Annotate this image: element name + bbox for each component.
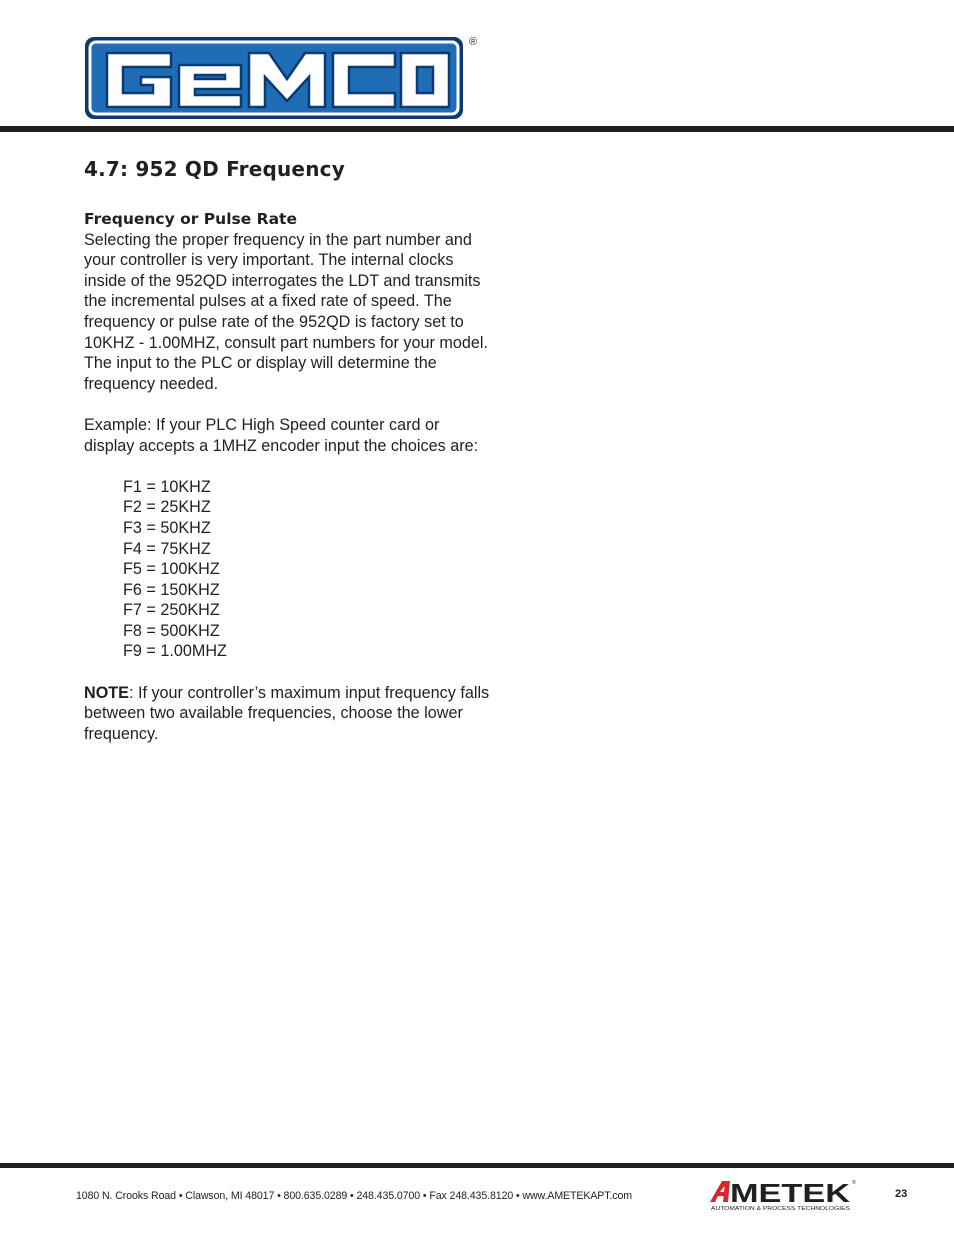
svg-text:METEK: METEK [730,1178,851,1208]
list-item: F7 = 250KHZ [123,601,220,620]
note-paragraph [84,683,494,745]
footer-address: 1080 N. Crooks Road • Clawson, MI 48017 • 800.635.0289 • 248.435.0700 • Fax 248.435.8120 • www.AMETEKAPT.com [76,1190,633,1202]
svg-text:®: ® [852,1180,856,1186]
gemco-logo [83,35,483,123]
section-body [84,209,494,744]
frequency-list [84,477,494,662]
note-label: NOTE [84,683,129,702]
subheading: Frequency or Pulse Rate [84,210,297,228]
example-paragraph: Example: If your PLC High Speed counter card or display accepts a 1MHZ encoder input the choices are: [84,415,479,455]
list-item: F6 = 150KHZ [123,580,220,599]
section-title: 4.7: 952 QD Frequency [84,157,345,181]
list-item: F1 = 10KHZ [123,477,211,496]
ametek-logo [708,1178,858,1214]
footer-rule [0,1163,954,1168]
svg-text:AUTOMATION & PROCESS TECHNOLOG: AUTOMATION & PROCESS TECHNOLOGIES [711,1206,851,1212]
list-item: F8 = 500KHZ [123,621,220,640]
svg-text:®: ® [469,36,478,48]
list-item: F3 = 50KHZ [123,518,211,537]
list-item: F2 = 25KHZ [123,498,211,517]
note-text: : If your controller’s maximum input frequency falls between two available frequencies, choose the lower frequency. [84,683,490,743]
intro-paragraph: Selecting the proper frequency in the part number and your controller is very important. The internal clocks inside of the 952QD interrogates the LDT and transmits the incremental pulses at a fixed rate of speed. The frequency or pulse rate of the 952QD is factory set to 10KHZ - 1.00MHZ, consult part numbers for your model. The input to the PLC or display will determine the frequency needed. [84,230,488,393]
list-item: F9 = 1.00MHZ [123,642,227,661]
header-rule [0,126,954,132]
list-item: F4 = 75KHZ [123,539,211,558]
page-number: 23 [895,1188,908,1200]
list-item: F5 = 100KHZ [123,560,220,579]
